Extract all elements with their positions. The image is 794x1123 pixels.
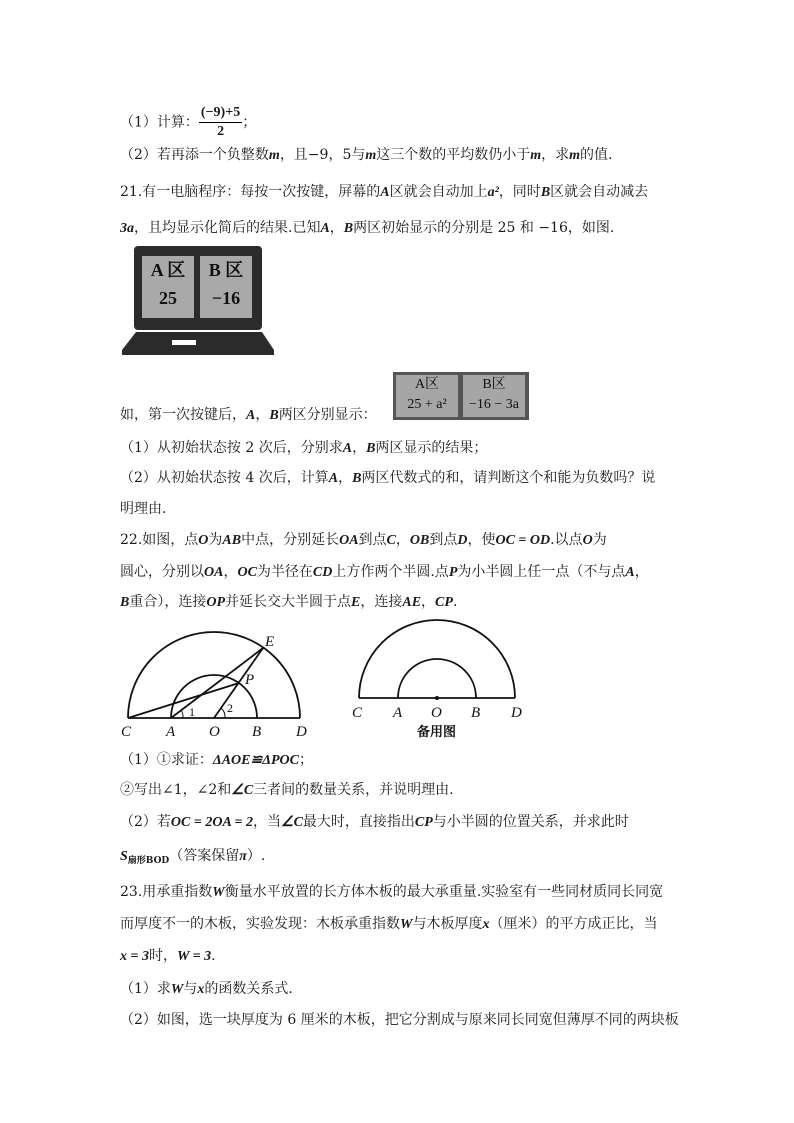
text: 上方作两个半圆.点 xyxy=(332,564,449,580)
var: OA xyxy=(339,533,359,548)
label-c: C xyxy=(352,705,363,721)
subscript: 扇形BOD xyxy=(127,856,170,866)
text: ， xyxy=(634,564,649,580)
var: B xyxy=(343,221,354,236)
q23-line3 xyxy=(120,946,216,967)
formula: ∠C xyxy=(231,783,254,798)
label-angle-1: 1 xyxy=(189,705,195,719)
q21-part2 xyxy=(120,468,655,489)
display-a-value: 25 + a² xyxy=(407,397,447,412)
angle-2-arc xyxy=(221,708,225,718)
text: ）. xyxy=(246,848,266,864)
text: 与木板厚度 xyxy=(412,916,483,932)
formula: ∠C xyxy=(281,815,303,830)
var: A xyxy=(342,441,353,456)
label-d: D xyxy=(296,724,307,740)
var: CP xyxy=(414,815,433,830)
var: x xyxy=(482,917,490,932)
label-e: E xyxy=(265,634,275,650)
display-figure xyxy=(393,372,529,420)
text: ， xyxy=(352,440,367,456)
formula: W = 3 xyxy=(176,949,212,964)
figure-caption: 备用图 xyxy=(417,725,457,740)
display-a-panel xyxy=(396,375,458,417)
var: x xyxy=(197,982,205,997)
var: 3a xyxy=(120,221,134,236)
q21-line1 xyxy=(120,182,648,203)
text: 圆心，分别以 xyxy=(120,564,204,580)
var: m xyxy=(365,148,377,163)
text: 衡量水平放置的长方体木板的最大承重量.实验室有一些同材质同长同宽 xyxy=(224,884,664,900)
text: ，且均显示化简后的结果.已知 xyxy=(134,220,321,236)
var: CD xyxy=(312,565,333,580)
text: ， xyxy=(223,564,238,580)
q21-part1 xyxy=(120,438,487,459)
text: （1）计算： xyxy=(120,114,199,131)
var: B xyxy=(366,441,376,456)
text: 最大时，直接指出 xyxy=(302,814,415,830)
text: （1）①求证： xyxy=(120,752,213,768)
var: A xyxy=(328,471,339,486)
display-a-label: A区 xyxy=(414,377,440,392)
text: （厘米）的平方成正比，当 xyxy=(489,916,658,932)
text: （答案保留 xyxy=(169,848,240,864)
var: A xyxy=(320,221,330,236)
q22-part2-cont xyxy=(120,846,265,871)
text: （1）从初始状态按 2 次后，分别求 xyxy=(120,440,343,456)
var: E xyxy=(351,595,361,610)
fraction xyxy=(199,104,242,141)
label-p: P xyxy=(245,672,255,688)
var: O xyxy=(582,533,593,548)
text: . xyxy=(452,594,458,610)
laptop-a-label: A 区 xyxy=(150,260,186,280)
var: A xyxy=(380,185,390,200)
var: CP xyxy=(435,595,453,610)
text: 中点，分别延长 xyxy=(241,532,340,548)
q21-line3 xyxy=(120,405,377,426)
text: 23.用承重指数 xyxy=(120,884,213,900)
text: ，同时 xyxy=(498,184,541,200)
q23-line1 xyxy=(120,882,663,903)
text: ，当 xyxy=(253,814,282,830)
q22-line3 xyxy=(120,592,457,613)
text: 区就会自动加上 xyxy=(389,184,488,200)
q22-part1 xyxy=(120,750,313,771)
label-o: O xyxy=(209,724,220,740)
text: 到点 xyxy=(358,532,387,548)
text: 21.有一电脑程序：每按一次按键，屏幕的 xyxy=(120,184,381,200)
q21-part2-cont xyxy=(120,499,166,519)
text: 为小半圆上任一点（不与点 xyxy=(457,564,626,580)
laptop-figure xyxy=(122,246,274,360)
var: W xyxy=(400,917,413,932)
var: W xyxy=(212,885,225,900)
q23-line2 xyxy=(120,914,657,935)
var: B xyxy=(120,595,130,610)
var: π xyxy=(239,849,247,864)
display-b-panel xyxy=(463,375,525,417)
text: ； xyxy=(242,114,257,131)
display-b-label: B区 xyxy=(482,377,506,392)
var: m xyxy=(569,148,581,163)
text: 而厚度不一的木板，实验发现：木板承重指数 xyxy=(120,916,400,932)
q20-part2 xyxy=(120,145,612,166)
var: m xyxy=(530,148,542,163)
var: a² xyxy=(487,185,499,200)
display-b-value: −16 − 3a xyxy=(468,397,519,412)
text: ，连接 xyxy=(360,594,403,610)
text: 与小半圆的位置关系，并求此时 xyxy=(432,814,629,830)
text: ，且−9，5与 xyxy=(279,147,366,163)
text: ， xyxy=(329,220,344,236)
laptop-b-panel xyxy=(200,256,252,318)
text: ②写出∠1，∠2和 xyxy=(120,782,232,798)
text: 三者间的数量关系，并说明理由. xyxy=(253,782,454,798)
formula: OC = OD xyxy=(495,533,551,548)
text: ， xyxy=(255,407,270,423)
semicircle-figure-1 xyxy=(115,628,315,746)
text: （2）如图，选一块厚度为 6 厘米的木板，把它分割成与原来同长同宽但薄厚不同的两块板 xyxy=(120,1012,679,1028)
label-d: D xyxy=(511,705,522,721)
var: A xyxy=(625,565,635,580)
var: OB xyxy=(409,533,430,548)
laptop-screen xyxy=(134,246,262,330)
text: 的值. xyxy=(580,147,613,163)
text: ，使 xyxy=(467,532,496,548)
var: W xyxy=(170,982,184,997)
var: m xyxy=(268,148,280,163)
text: . xyxy=(211,948,216,964)
fraction-numerator: (−9)+5 xyxy=(199,104,242,123)
label-a: A xyxy=(393,705,403,721)
text: .以点 xyxy=(550,532,583,548)
text: 明理由. xyxy=(120,501,167,517)
var: OP xyxy=(206,595,226,610)
var: B xyxy=(540,185,551,200)
text: （2）若再添一个负整数 xyxy=(120,147,269,163)
text: 的函数关系式. xyxy=(204,981,293,997)
formula: OC = 2OA = 2 xyxy=(170,815,254,830)
var: AB xyxy=(222,533,242,548)
formula: ΔAOE≌ΔPOC xyxy=(212,753,299,768)
text: 这三个数的平均数仍小于 xyxy=(376,147,531,163)
var: OA xyxy=(204,565,224,580)
var: S xyxy=(120,849,128,864)
text: 为 xyxy=(208,532,223,548)
text: 与 xyxy=(183,981,198,997)
var: C xyxy=(386,533,396,548)
q21-line2 xyxy=(120,218,614,239)
var: B xyxy=(352,471,362,486)
text: 两区分别显示： xyxy=(278,407,377,423)
text: 为 xyxy=(592,532,607,548)
semicircle-figure-2 xyxy=(345,615,535,741)
label-b: B xyxy=(471,705,481,721)
q22-line2 xyxy=(120,562,649,583)
text: 并延长交大半圆于点 xyxy=(225,594,352,610)
text: 如，第一次按键后， xyxy=(120,407,246,423)
q23-part2 xyxy=(120,1010,679,1030)
label-o: O xyxy=(431,705,442,721)
q23-part1 xyxy=(120,979,293,1000)
laptop-keyboard xyxy=(122,332,274,356)
var: D xyxy=(457,533,468,548)
text: 重合），连接 xyxy=(129,594,207,610)
text: 到点 xyxy=(429,532,458,548)
text: ； xyxy=(299,752,313,768)
q22-part1-2 xyxy=(120,780,454,801)
text: （2）若 xyxy=(120,814,171,830)
text: 两区显示的结果； xyxy=(375,440,488,456)
text: 时， xyxy=(148,948,177,964)
laptop-b-label: B 区 xyxy=(208,260,244,280)
text: ， xyxy=(421,594,436,610)
laptop-a-panel xyxy=(142,256,194,318)
text: 22.如图，点 xyxy=(120,532,199,548)
text: 两区初始显示的分别是 25 和 −16，如图. xyxy=(353,220,615,236)
var: A xyxy=(246,408,256,423)
text: ， xyxy=(395,532,410,548)
text: ， xyxy=(338,470,353,486)
text: 区就会自动减去 xyxy=(550,184,649,200)
small-semicircle xyxy=(398,659,476,698)
text: （1）求 xyxy=(120,981,171,997)
q22-line1 xyxy=(120,530,607,551)
var: AE xyxy=(402,595,422,610)
laptop-b-value: −16 xyxy=(211,288,241,308)
angle-1-arc xyxy=(181,710,183,718)
var: O xyxy=(198,533,209,548)
text: （2）从初始状态按 4 次后，计算 xyxy=(120,470,329,486)
label-angle-2: 2 xyxy=(227,701,233,715)
q20-part1 xyxy=(120,104,256,141)
text: ，求 xyxy=(541,147,570,163)
var: B xyxy=(269,408,279,423)
var: P xyxy=(448,565,458,580)
text: 两区代数式的和，请判断这个和能为负数吗？说 xyxy=(361,470,656,486)
formula: x = 3 xyxy=(120,949,149,964)
var: OC xyxy=(237,565,257,580)
label-c: C xyxy=(121,724,132,740)
text: 为半径在 xyxy=(256,564,313,580)
label-b: B xyxy=(252,724,262,740)
laptop-a-value: 25 xyxy=(159,288,177,308)
fraction-denominator: 2 xyxy=(217,124,225,139)
center-dot xyxy=(435,696,439,700)
label-a: A xyxy=(166,724,176,740)
q22-part2 xyxy=(120,812,629,833)
